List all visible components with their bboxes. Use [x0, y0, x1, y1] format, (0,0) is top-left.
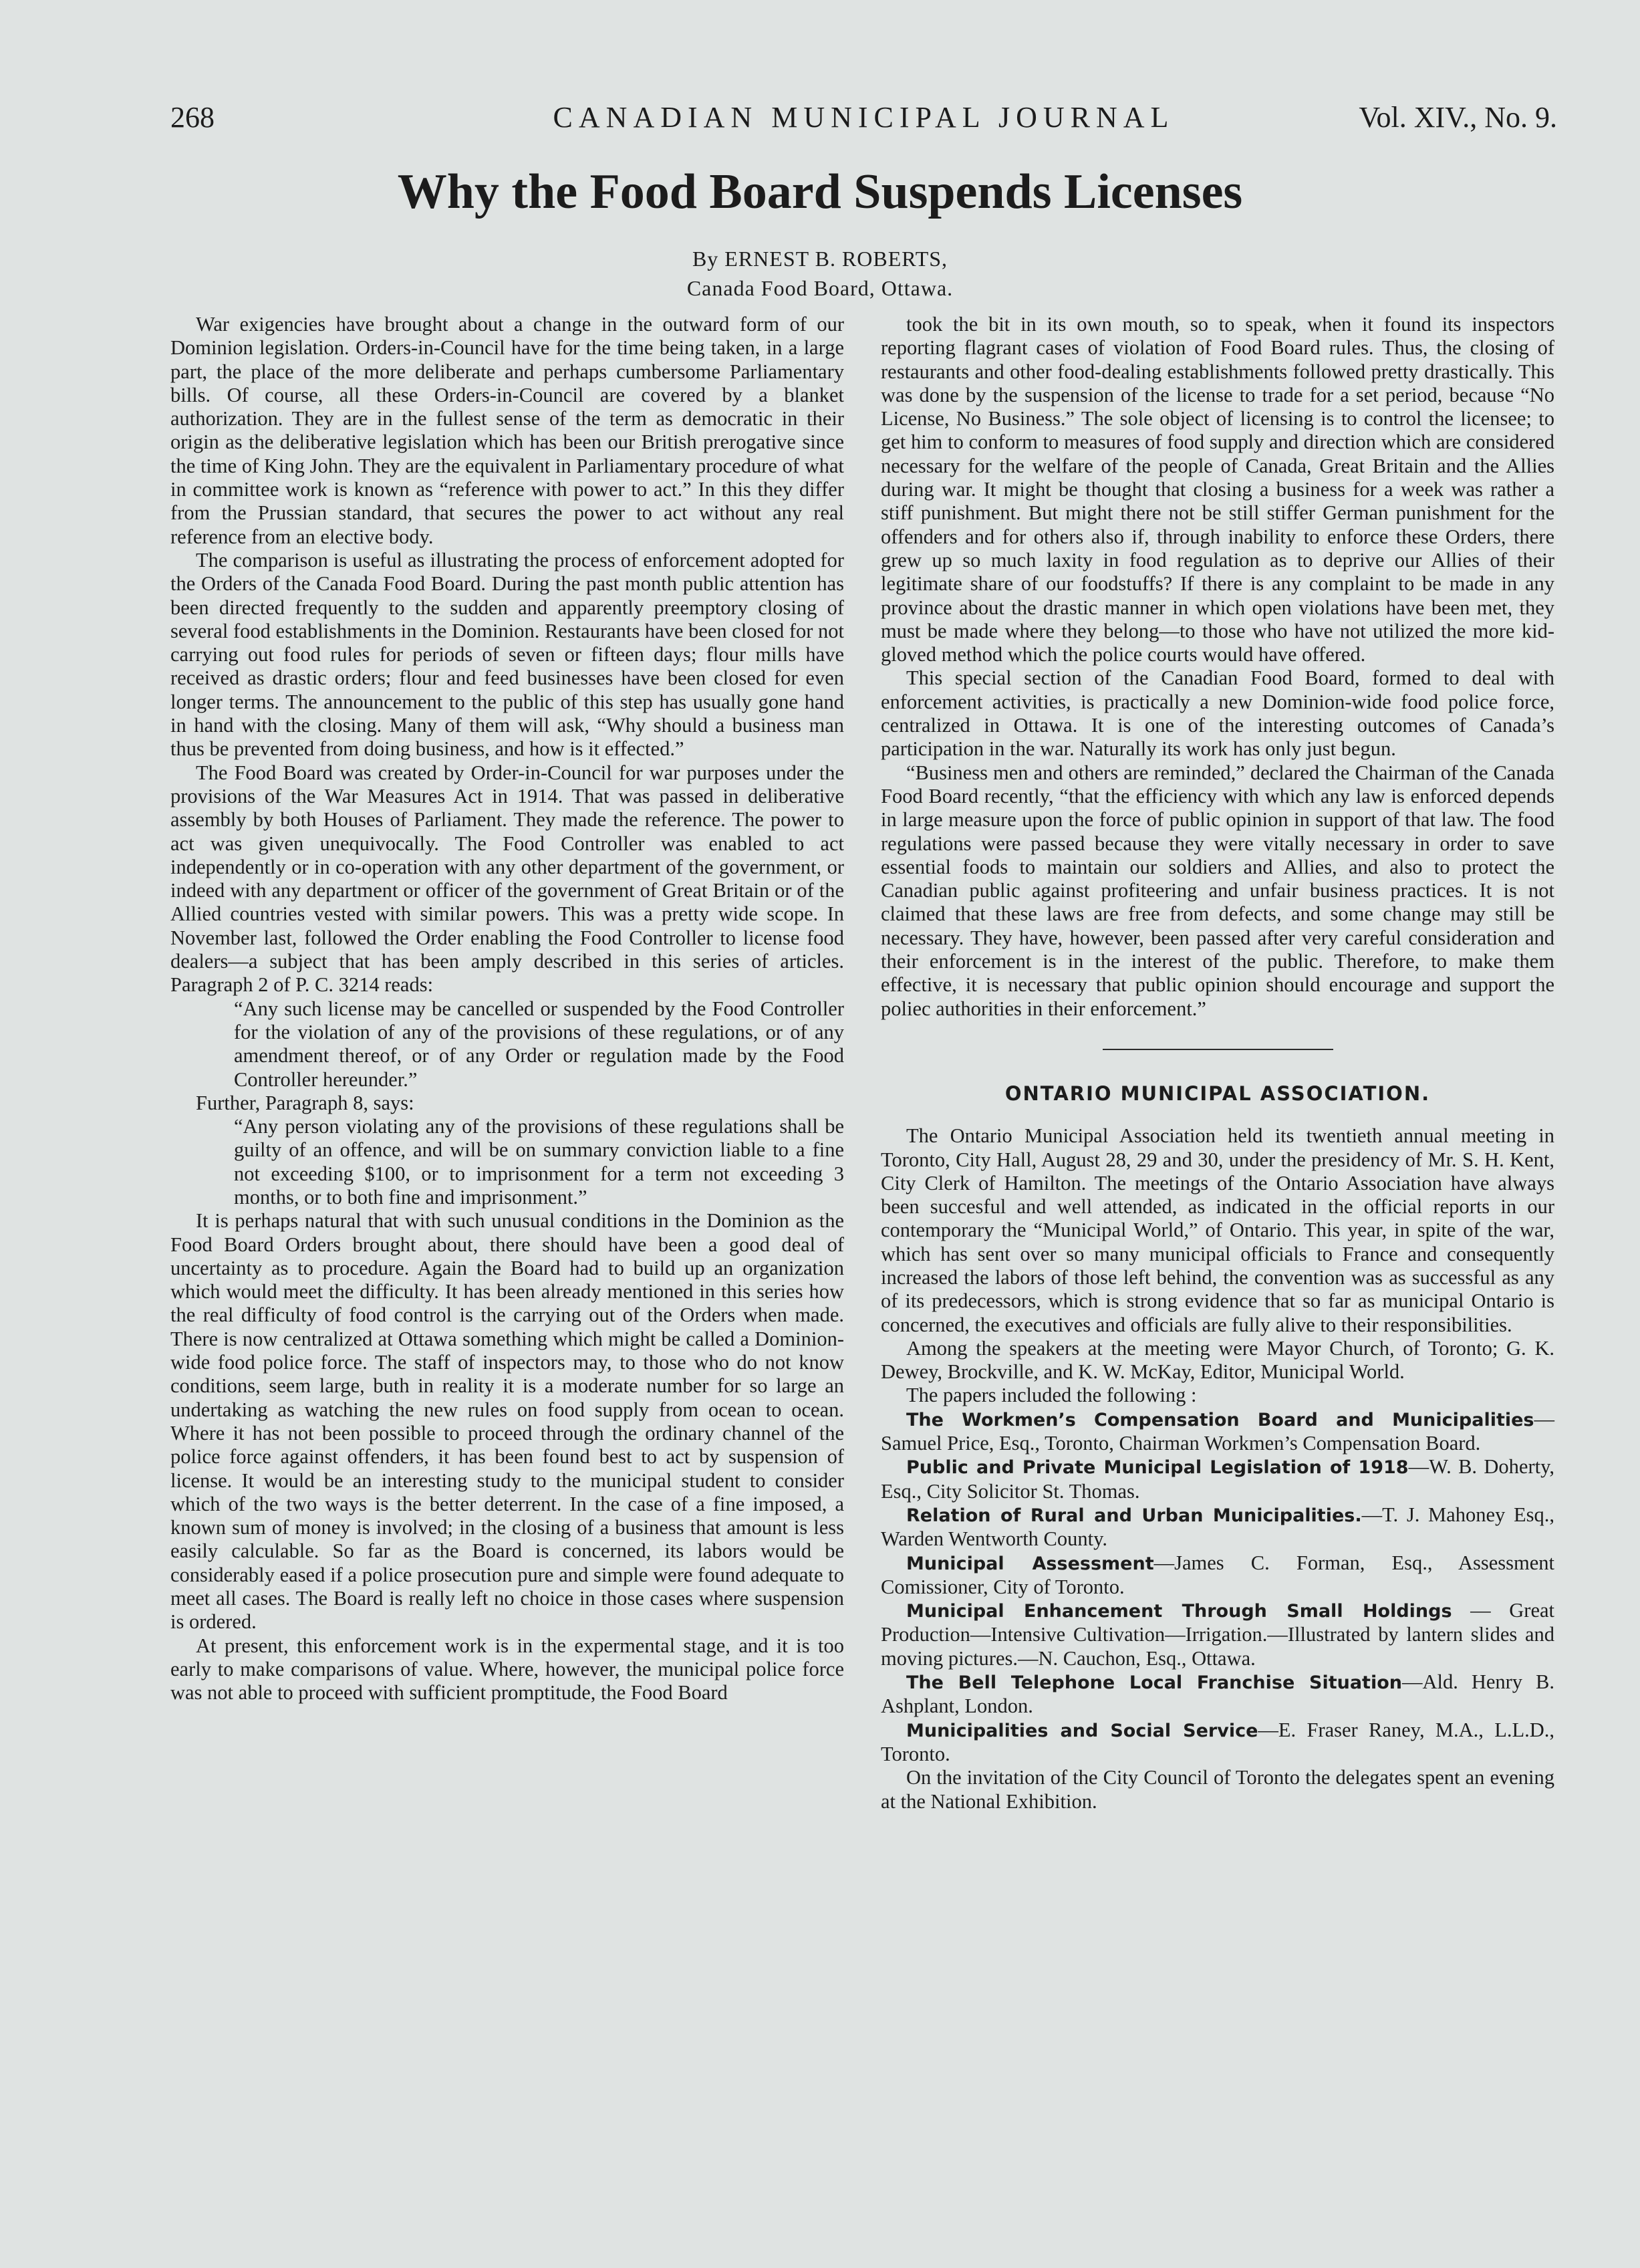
paper-entry — [881, 1408, 1554, 1456]
paper-title: The Bell Telephone Local Franchise Situation — [906, 1672, 1402, 1694]
paragraph: At present, this enforcement work is in the expermental stage, and it is too early to make comparisons of value. Where, however, the municipal police force was not able to proceed with sufficient promptitude, the Food Board — [170, 1634, 844, 1705]
page-number: 268 — [170, 101, 215, 134]
block-quote: “Any person violating any of the provisions of these regulations shall be guilty of an offence, and will be on summary conviction liable to a fine not exceeding $100, or to imprisonment for a term not exceeding 3 months, or to both fine and imprisonment.” — [234, 1115, 844, 1209]
paper-detail: —T. J. Mahoney Esq., Warden Wentworth County. — [881, 1503, 1554, 1551]
article-title: Why the Food Board Suspends Licenses — [397, 164, 1243, 219]
paragraph: This special section of the Canadian Food Board, formed to deal with enforcement activities, is practically a new Dominion-wide food police force, centralized in Ottawa. It is one of the interesting outcomes of Canada’s participation in the war. Naturally its work has only just begun. — [881, 666, 1554, 761]
paper-detail: —E. Fraser Raney, M.A., L.L.D., Toronto. — [881, 1718, 1554, 1765]
author-name: By ERNEST B. ROBERTS, — [692, 247, 948, 271]
paper-entry — [881, 1670, 1554, 1719]
paper-entry — [881, 1599, 1554, 1670]
left-column — [170, 313, 844, 1705]
paper-title: Relation of Rural and Urban Municipalities. — [906, 1505, 1362, 1526]
right-column — [881, 313, 1554, 1813]
paragraph: Among the speakers at the meeting were Mayor Church, of Toronto; G. K. Dewey, Brockville, and K. W. McKay, Editor, Municipal World. — [881, 1336, 1554, 1384]
paragraph: It is perhaps natural that with such unusual conditions in the Dominion as the Food Board Orders brought about, there should have been a good deal of uncertainty as to procedure. Again the Board had to build up an organization which would meet the difficulty. It has been already mentioned in this series how the real difficulty of food control is the carrying out of the Orders when made. There is now centralized at Ottawa something which might be called a Dominion-wide food police force. The staff of inspectors may, to those who do not know conditions, seem large, buth in reality it is a moderate number for so large an undertaking as watching the new rules on food supply from ocean to ocean. Where it has not been possible to proceed through the ordinary channel of the police force against offenders, it has been found best to act by suspension of license. It would be an interesting study to the municipal student to consider which of the two ways is the better deterrent. In the case of a fine imposed, a known sum of money is involved; in the closing of a business that amount is less easily calculable. So far as the Board is concerned, its labors would be considerably eased if a police prosecution pure and simple were found adequate to meet all cases. The Board is really left no choice in those cases where suspension is ordered. — [170, 1209, 844, 1634]
paper-entry — [881, 1551, 1554, 1600]
running-header — [170, 100, 1557, 147]
paper-detail: — Great Production—Intensive Cultivation—Irrigation.—Illustrated by lantern slides and moving pictures.—N. Cauchon, Esq., Ottawa. — [881, 1599, 1555, 1670]
paper-detail: —Samuel Price, Esq., Toronto, Chairman Workmen’s Compensation Board. — [881, 1407, 1554, 1455]
paper-entry — [881, 1503, 1554, 1551]
block-quote: “Any such license may be cancelled or suspended by the Food Controller for the violation of any of the provisions of these regulations, or of any amendment thereof, or of any Order or regulation made by the Food Controller hereunder.” — [234, 997, 844, 1091]
paragraph: War exigencies have brought about a change in the outward form of our Dominion legislation. Orders-in-Council have for the time being taken, in a large part, the place of the more deliberate and perhaps cumbersome Parliamentary bills. Of course, all these Orders-in-Council are covered by a blanket authorization. They are in the fullest sense of the term as democratic in their origin as the deliberative legislation which has been our British prerogative since the time of King John. They are the equivalent in Parliamentary procedure of what in committee work is known as “reference with power to act.” In this they differ from the Prussian standard, that secures the power to act without any real reference from an elective body. — [170, 313, 844, 548]
paragraph: The Food Board was created by Order-in-Council for war purposes under the provisions of the War Measures Act in 1914. That was passed in deliberative assembly by both Houses of Parliament. They made the reference. The power to act was given unequivocally. The Food Controller was enabled to act independently or in co-operation with any other department of the government, or indeed with any department or officer of the government of Great Britain or of the Allied countries vested with similar powers. This was a pretty wide scope. In November last, followed the Order enabling the Food Controller to license food dealers—a subject that has been amply described in this series of articles. Paragraph 2 of P. C. 3214 reads: — [170, 761, 844, 997]
paper-title: Municipal Assessment — [906, 1553, 1154, 1574]
volume-number: Vol. XIV., No. 9. — [1359, 101, 1557, 134]
paper-entry — [881, 1455, 1554, 1503]
paragraph: took the bit in its own mouth, so to speak, when it found its inspectors reporting flagrant cases of violation of Food Board rules. Thus, the closing of restaurants and other food-dealing establishments followed pretty drastically. This was done by the suspension of the license to trade for a set period, because “No License, No Business.” The sole object of licensing is to control the licensee; to get him to conform to measures of food supply and direction which are considered necessary for the welfare of the people of Canada, Great Britain and the Allies during war. It might be thought that closing a business for a week was rather a stiff punishment. But might there not be still stiffer German punishment for the offenders and for others also if, through inability to enforce these Orders, there grew up so much laxity in food regulation as to deprive our Allies of their legitimate share of our foodstuffs? If there is any complaint to be made in any province about the drastic manner in which open violations have been met, they must be made where they belong—to those who have not utilized the more kid-gloved method which the police courts would have offered. — [881, 313, 1554, 666]
author-affiliation: Canada Food Board, Ottawa. — [686, 276, 954, 300]
paper-detail: —James C. Forman, Esq., Assessment Comissioner, City of Toronto. — [881, 1551, 1555, 1598]
paragraph: Further, Paragraph 8, says: — [196, 1091, 414, 1114]
paper-detail: —W. B. Doherty, Esq., City Solicitor St. Thomas. — [881, 1455, 1554, 1503]
section-heading: ONTARIO MUNICIPAL ASSOCIATION. — [1004, 1082, 1431, 1105]
journal-name: CANADIAN MUNICIPAL JOURNAL — [553, 101, 1175, 134]
paragraph: On the invitation of the City Council of Toronto the delegates spent an evening at the National Exhibition. — [881, 1766, 1554, 1813]
paper-detail: —Ald. Henry B. Ashplant, London. — [881, 1670, 1554, 1718]
paper-title: Municipal Enhancement Through Small Holdings — [906, 1601, 1452, 1622]
paragraph: The papers included the following : — [906, 1384, 1197, 1407]
section-divider — [1103, 1049, 1333, 1050]
paper-title: Municipalities and Social Service — [906, 1720, 1258, 1741]
paper-entry — [881, 1719, 1554, 1767]
paragraph: The comparison is useful as illustrating the process of enforcement adopted for the Orders of the Canada Food Board. During the past month public attention has been directed frequently to the sudden and apparently preemptory closing of several food establishments in the Dominion. Restaurants have been closed for not carrying out food rules for periods of seven or fifteen days; flour mills have received as drastic orders; flour and feed businesses have been closed for even longer terms. The announcement to the public of this step has usually gone hand in hand with the closing. Many of them will ask, “Why should a business man thus be prevented from doing business, and how is it effected.” — [170, 548, 844, 761]
paragraph: The Ontario Municipal Association held its twentieth annual meeting in Toronto, City Hall, August 28, 29 and 30, under the presidency of Mr. S. H. Kent, City Clerk of Hamilton. The meetings of the Ontario Association have always been succesful and well attended, as indicated in the official reports in our contemporary the “Municipal World,” of Ontario. This year, in spite of the war, which has sent over so many municipal officials to France and consequently increased the labors of those left behind, the convention was as successful as any of its predecessors, which is strong evidence that so far as municipal Ontario is concerned, the executives and officials are fully alive to their responsibilities. — [881, 1124, 1554, 1336]
article-byline — [0, 244, 1640, 303]
paragraph: “Business men and others are reminded,” declared the Chairman of the Canada Food Board recently, “that the efficiency with which any law is enforced depends in large measure upon the force of public opinion in support of that law. The food regulations were passed because they were vitally necessary in order to save essential foods to maintain our soldiers and Allies, and also to protect the Canadian public against profiteering and unfair business practices. It is not claimed that these laws are free from defects, and some change may still be necessary. They have, however, been passed after very careful consideration and their enforcement is in the interest of the public. Therefore, to make them effective, it is necessary that public opinion should encourage and support the poliec authorities in their enforcement.” — [881, 761, 1554, 1020]
paper-title: Public and Private Municipal Legislation of 1918 — [906, 1457, 1409, 1479]
paper-title: The Workmen’s Compensation Board and Municipalities — [906, 1409, 1534, 1430]
